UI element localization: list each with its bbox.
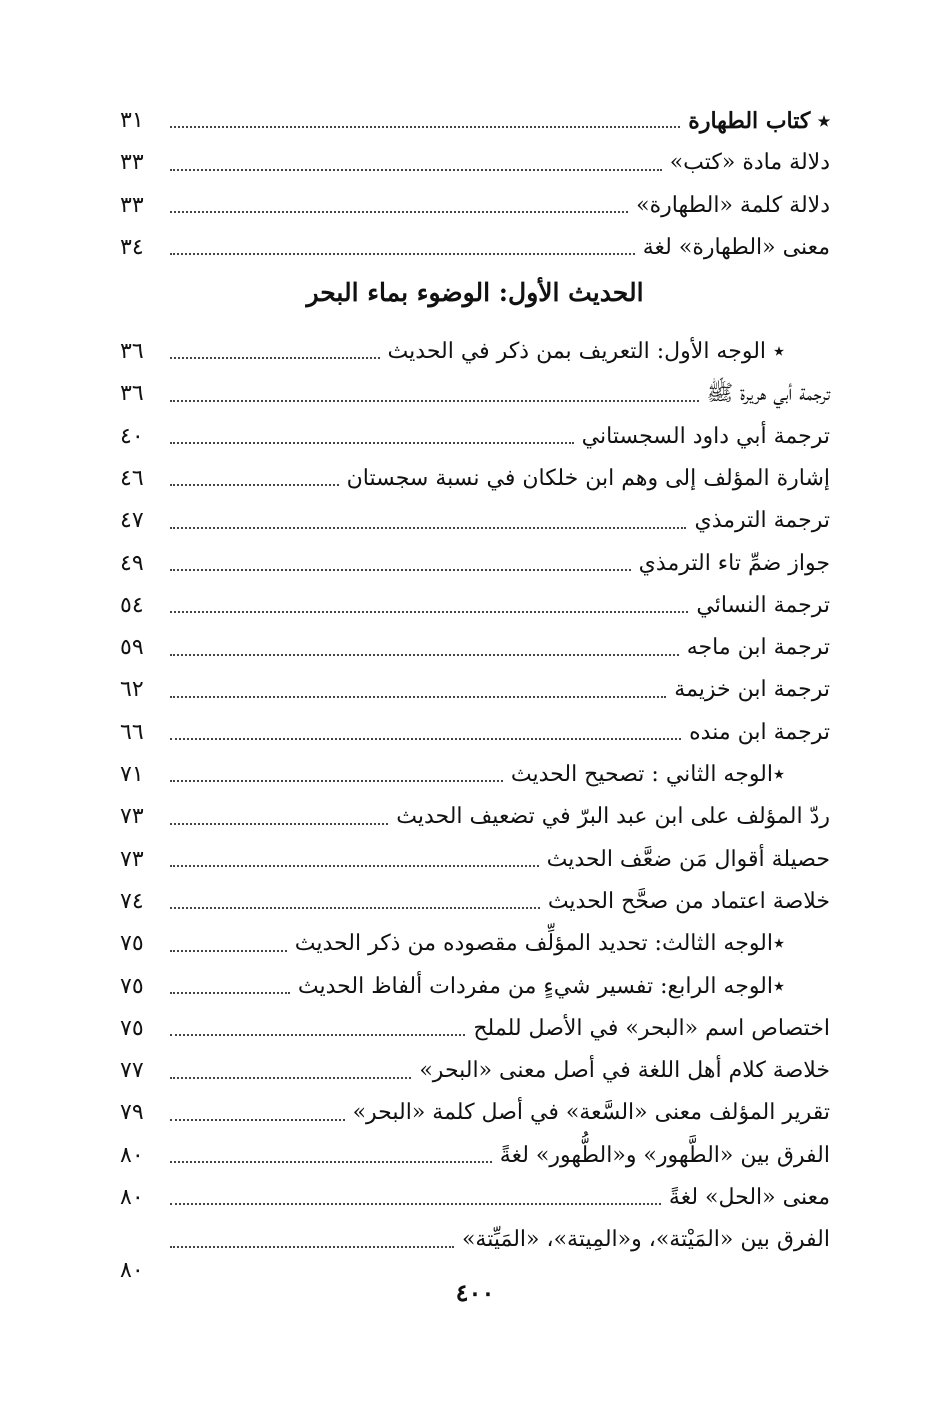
- toc-entry: [120, 958, 830, 1000]
- toc-entry: [120, 831, 830, 873]
- toc-entry-page: ٨٠: [120, 1185, 144, 1211]
- toc-entry-title: ردّ المؤلف على ابن عبد البرّ في تضعيف الحديث: [396, 804, 830, 830]
- dot-leader: [170, 991, 290, 994]
- toc-entry: [120, 365, 830, 407]
- dot-leader: [170, 864, 539, 867]
- dot-leader: [170, 1076, 411, 1079]
- toc-entry-title: ترجمة ابن خزيمة: [674, 677, 830, 703]
- toc-entry-page: ٧٣: [120, 804, 144, 830]
- toc-entry: [120, 1000, 830, 1042]
- dot-leader: [170, 483, 339, 486]
- dot-leader: [170, 822, 388, 825]
- toc-entry-title: ٭ الوجه الأول: التعريف بمن ذكر في الحديث: [387, 339, 785, 365]
- toc-entry-title: الفرق بين «المَيْتة»، و«المِيتة»، «المَيِّتة»: [461, 1227, 830, 1253]
- toc-entry: [120, 92, 830, 134]
- dot-leader: [170, 1202, 661, 1205]
- toc-entry: [120, 1169, 830, 1211]
- toc-entry-title: اختصاص اسم «البحر» في الأصل للملح: [473, 1015, 830, 1041]
- toc-entry: [120, 1127, 830, 1169]
- dot-leader: [170, 906, 540, 909]
- toc-entry-page: ٧٤: [120, 888, 144, 914]
- toc-entry-page: ٣١: [120, 107, 144, 133]
- dot-leader: [170, 695, 666, 698]
- toc-top-list: [120, 92, 830, 261]
- toc-entry-title: إشارة المؤلف إلى وهم ابن خلكان في نسبة سجستان: [346, 465, 830, 491]
- toc-entry-title: معنى «الحل» لغةً: [668, 1185, 830, 1211]
- toc-entry: [120, 1042, 830, 1084]
- dot-leader: [170, 610, 688, 613]
- toc-entry-title: ترجمة ابن ماجه: [686, 635, 830, 661]
- toc-entry-page: ٧٥: [120, 973, 144, 999]
- toc-entry-page: ٨٠: [120, 1142, 144, 1168]
- toc-entry-title: ترجمة أبي داود السجستاني: [581, 423, 830, 449]
- trailing-page-number: ٨٠: [120, 1258, 144, 1283]
- dot-leader: [170, 1245, 454, 1248]
- toc-entry-page: ٣٣: [120, 150, 144, 176]
- toc-entry: [120, 619, 830, 661]
- toc-entry-title: تقرير المؤلف معنى «السَّعة» في أصل كلمة «البحر»: [352, 1100, 830, 1126]
- toc-entry-page: ٣٦: [120, 339, 144, 365]
- dot-leader: [170, 252, 635, 255]
- toc-entry-title: خلاصة كلام أهل اللغة في أصل معنى «البحر»: [419, 1058, 830, 1084]
- dot-leader: [170, 653, 679, 656]
- toc-entry-page: ٤٦: [120, 465, 144, 491]
- toc-entry-page: ٤٠: [120, 423, 144, 449]
- dot-leader: [170, 210, 628, 213]
- toc-entry: [120, 219, 830, 261]
- dot-leader: [170, 737, 681, 740]
- dot-leader: [170, 1160, 492, 1163]
- toc-entry: [120, 323, 830, 365]
- toc-entry-page: ٦٦: [120, 719, 144, 745]
- toc-entry: [120, 134, 830, 176]
- toc-entry-title: ترجمة الترمذي: [694, 508, 830, 534]
- dot-leader: [170, 949, 287, 952]
- toc-entry: [120, 873, 830, 915]
- toc-entry-page: ٧٥: [120, 931, 144, 957]
- toc-entry-page: ٧٣: [120, 846, 144, 872]
- toc-entry: [120, 577, 830, 619]
- section-heading: الحديث الأول: الوضوء بماء البحر: [306, 277, 644, 307]
- toc-entry-page: ٧٥: [120, 1015, 144, 1041]
- dot-leader: [170, 568, 631, 571]
- dot-leader: [170, 526, 686, 529]
- toc-entry: [120, 662, 830, 704]
- dot-leader: [170, 779, 503, 782]
- toc-entry: [120, 408, 830, 450]
- toc-entry-title: ٭الوجه الرابع: تفسير شيءٍ من مفردات ألفاظ الحديث: [297, 973, 785, 999]
- dot-leader: [170, 441, 574, 444]
- toc-entry-title: ٭الوجه الثاني : تصحيح الحديث: [510, 762, 785, 788]
- toc-entry-title: حصيلة أقوال مَن ضعَّف الحديث: [546, 846, 830, 872]
- toc-entry-title: ٭الوجه الثالث: تحديد المؤلِّف مقصوده من ذكر الحديث: [294, 931, 785, 957]
- toc-entry-page: ٣٤: [120, 234, 144, 260]
- toc-entry: [120, 177, 830, 219]
- page-folio: ٤٠٠: [455, 1278, 495, 1307]
- toc-entry: [120, 1211, 830, 1253]
- toc-entry-title: ترجمة ابن منده: [689, 719, 830, 745]
- toc-entry-page: ٦٢: [120, 677, 144, 703]
- dot-leader: [170, 1033, 465, 1036]
- toc-entry-page: ٥٤: [120, 592, 144, 618]
- toc-entry: [120, 704, 830, 746]
- toc-entry-page: ٧١: [120, 762, 144, 788]
- toc-entry-page: ٣٦: [120, 381, 144, 407]
- dot-leader: [170, 399, 699, 402]
- toc-entry-title: خلاصة اعتماد من صحَّح الحديث: [547, 888, 830, 914]
- toc-entry: [120, 1085, 830, 1127]
- dot-leader: [170, 1118, 345, 1121]
- toc-entry-title: ترجمة أبي هريرة ﷺ: [706, 381, 830, 407]
- toc-entry: [120, 915, 830, 957]
- dot-leader: [170, 356, 380, 359]
- toc-entry: [120, 492, 830, 534]
- dot-leader: [170, 125, 680, 128]
- toc-entry: [120, 535, 830, 577]
- dot-leader: [170, 168, 662, 171]
- toc-entry-title: جواز ضمِّ تاء الترمذي: [638, 550, 830, 576]
- toc-entry: [120, 746, 830, 788]
- toc-entry: [120, 450, 830, 492]
- toc-entry-title: ٭ كتاب الطهارة: [688, 107, 830, 134]
- toc-entry-title: الفرق بين «الطَّهور» و«الطُّهور» لغةً: [499, 1142, 830, 1168]
- toc-entry-title: ترجمة النسائي: [696, 592, 830, 618]
- toc-entry-title: دلالة كلمة «الطهارة»: [636, 192, 830, 218]
- toc-entry-page: ٤٩: [120, 550, 144, 576]
- toc-entry-page: ٤٧: [120, 508, 144, 534]
- toc-entry-page: ٥٩: [120, 635, 144, 661]
- toc-main-list: [120, 323, 830, 1254]
- toc-entry-page: ٧٩: [120, 1100, 144, 1126]
- toc-entry-page: ٧٧: [120, 1058, 144, 1084]
- table-of-contents: [120, 92, 830, 1254]
- toc-entry-title: معنى «الطهارة» لغة: [642, 234, 830, 260]
- toc-entry-title: دلالة مادة «كتب»: [669, 150, 830, 176]
- toc-entry: [120, 788, 830, 830]
- toc-entry-page: ٣٣: [120, 192, 144, 218]
